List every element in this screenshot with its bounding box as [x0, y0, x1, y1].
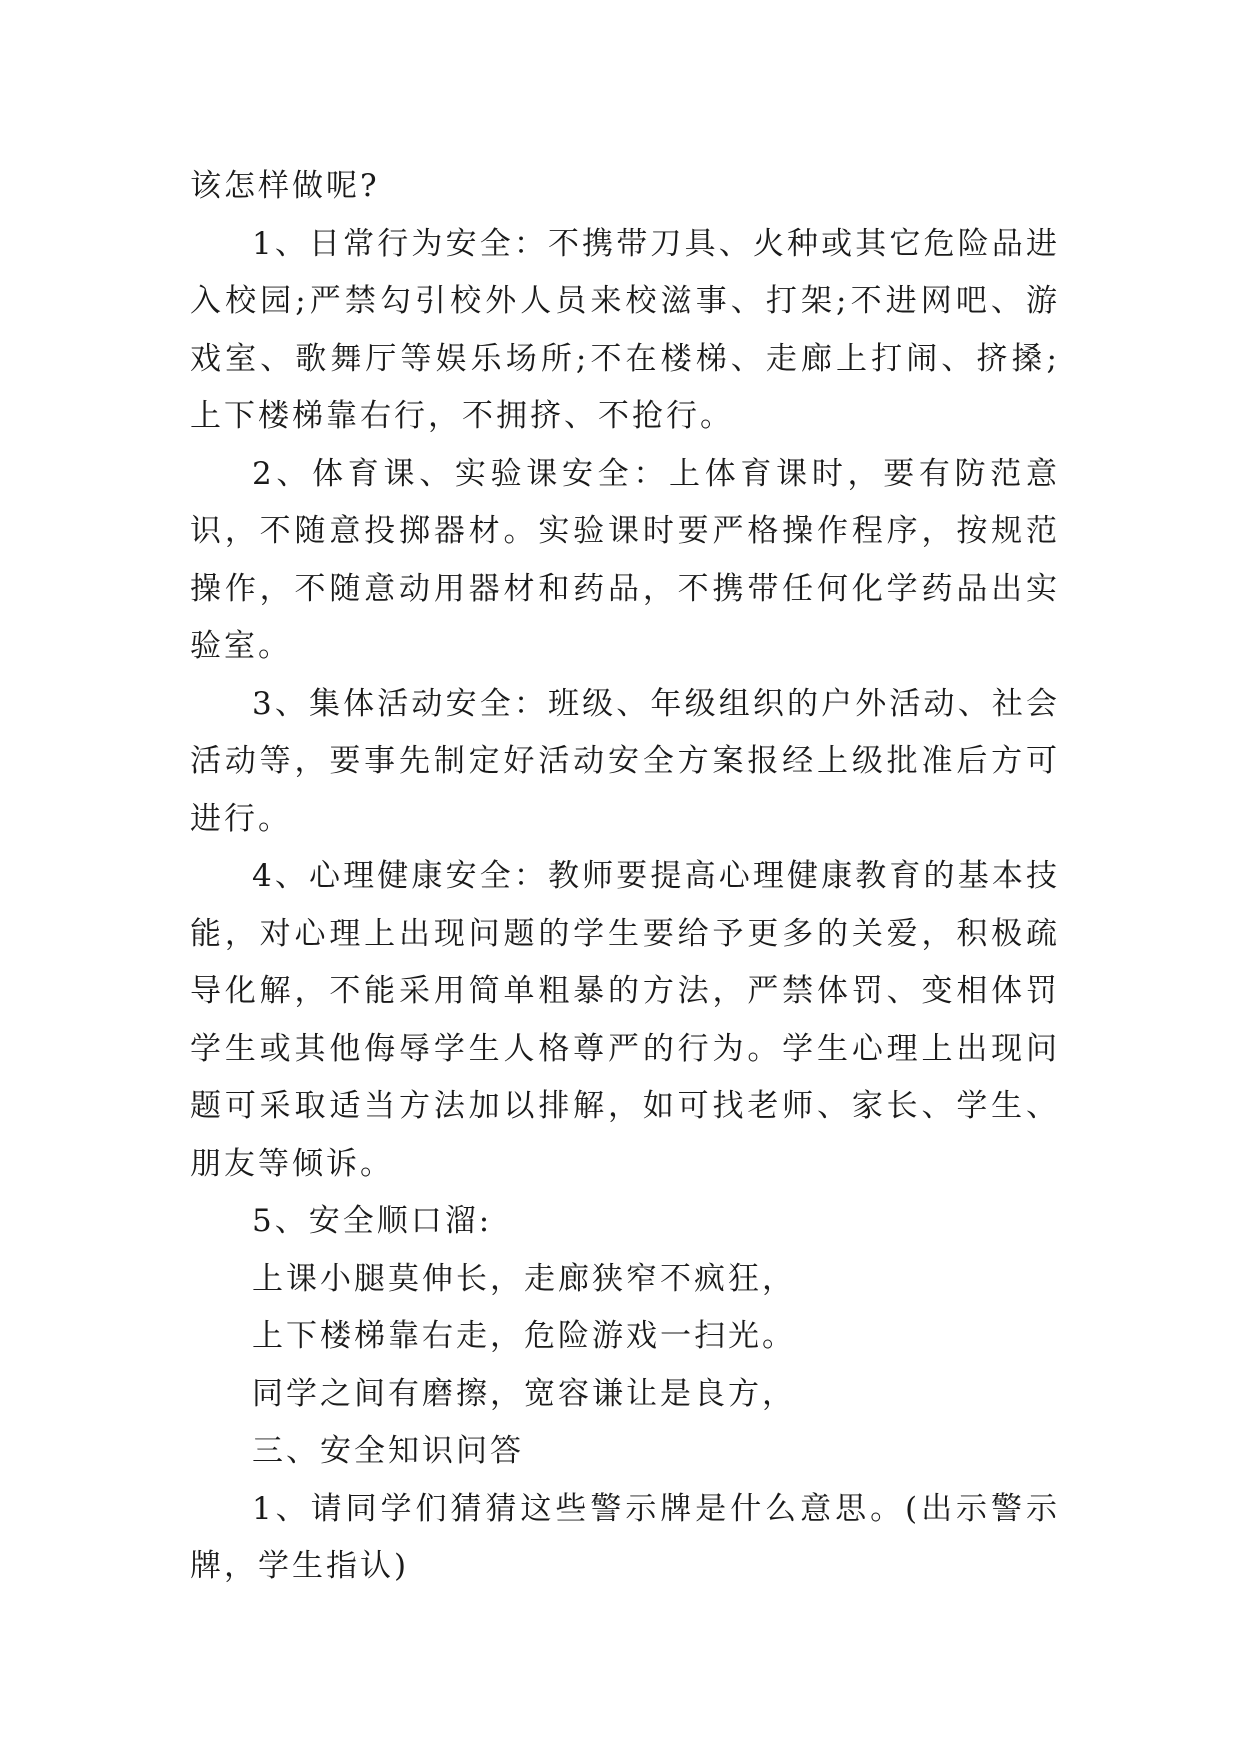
paragraph-warning-signs-question: 1、请同学们猜猜这些警示牌是什么意思。(出示警示牌，学生指认): [190, 1490, 1060, 1584]
rhyme-line-3: 同学之间有磨擦，宽容谦让是良方，: [252, 1375, 796, 1412]
document-body: [190, 158, 1060, 1596]
paragraph-mental-health-safety: 4、心理健康安全：教师要提高心理健康教育的基本技能，对心理上出现问题的学生要给予更多的关爱，积极疏导化解，不能采用简单粗暴的方法，严禁体罚、变相体罚学生或其他侮辱学生人格尊严的行为。学生心理上出现问题可采取适当方法加以排解，如可找老师、家长、学生、朋友等倾诉。: [190, 858, 1060, 1182]
rhyme-line-1: 上课小腿莫伸长，走廊狭窄不疯狂，: [252, 1260, 796, 1297]
section-heading-safety-quiz: 三、安全知识问答: [252, 1433, 524, 1469]
paragraph-intro-question: 该怎样做呢?: [190, 168, 380, 204]
paragraph-safety-rhyme-heading: 5、安全顺口溜:: [252, 1203, 493, 1239]
rhyme-line-2: 上下楼梯靠右走，危险游戏一扫光。: [252, 1318, 796, 1354]
paragraph-group-activity-safety: 3、集体活动安全：班级、年级组织的户外活动、社会活动等，要事先制定好活动安全方案报经上级批准后方可进行。: [190, 685, 1060, 837]
paragraph-daily-behavior-safety: 1、日常行为安全：不携带刀具、火种或其它危险品进入校园;严禁勾引校外人员来校滋事、打架;不进网吧、游戏室、歌舞厅等娱乐场所;不在楼梯、走廊上打闹、挤搡;上下楼梯靠右行，不拥挤、不抢行。: [190, 225, 1060, 434]
paragraph-pe-lab-safety: 2、体育课、实验课安全：上体育课时，要有防范意识，不随意投掷器材。实验课时要严格操作程序，按规范操作，不随意动用器材和药品，不携带任何化学药品出实验室。: [190, 455, 1060, 664]
